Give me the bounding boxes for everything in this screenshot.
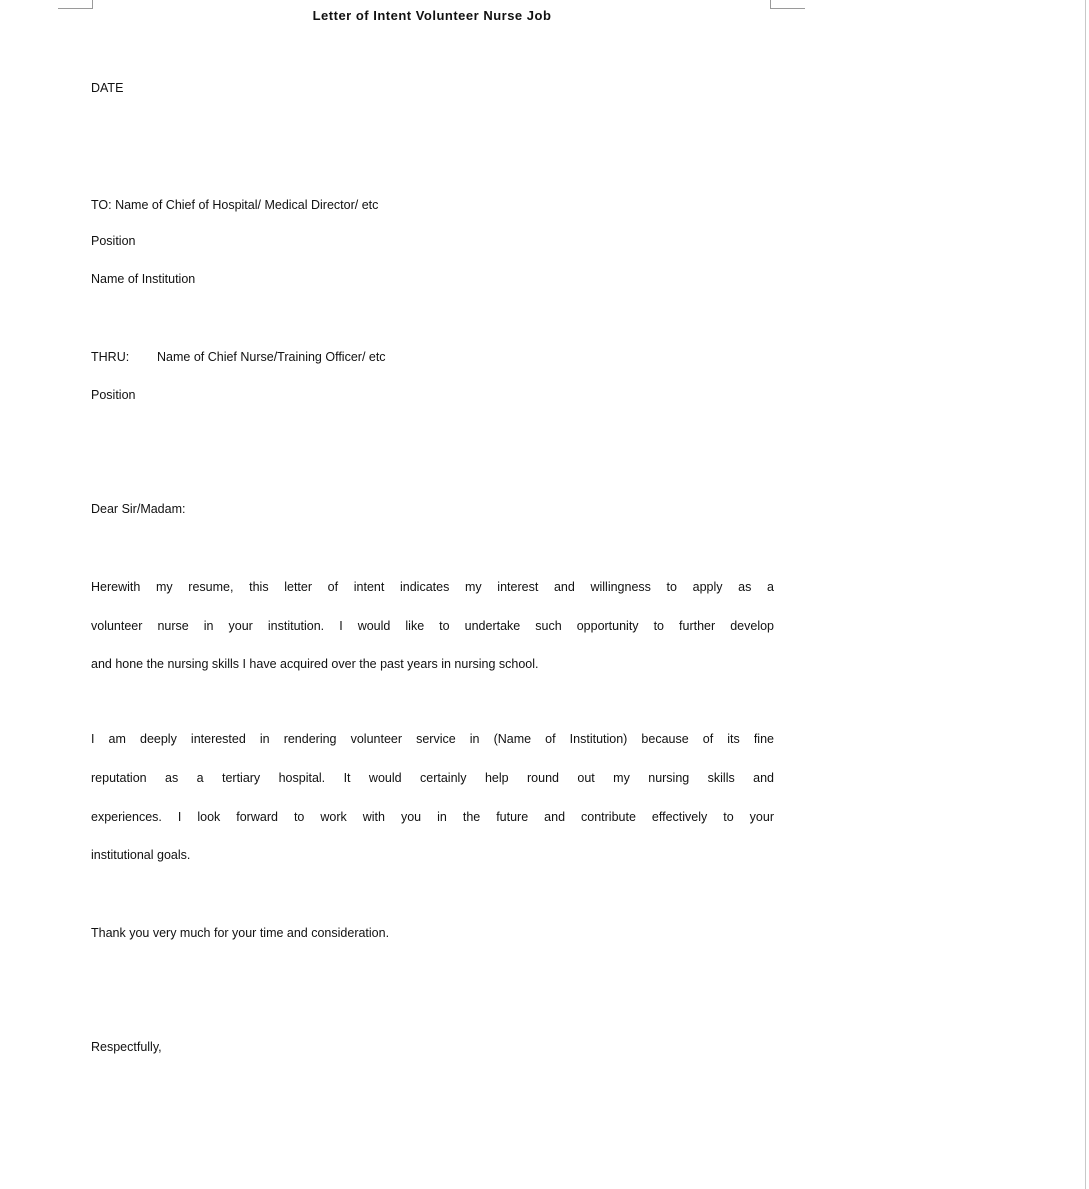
signoff: Respectfully, (91, 1040, 162, 1054)
thru-name: Name of Chief Nurse/Training Officer/ etc (157, 350, 386, 364)
paragraph1-line: Herewith my resume, this letter of intent indicates my interest and willingness to apply as a (91, 580, 774, 594)
paragraph2-line: institutional goals. (91, 848, 191, 862)
to-line: TO: Name of Chief of Hospital/ Medical Director/ etc (91, 198, 379, 212)
thru-line (91, 350, 386, 364)
paragraph1-line: and hone the nursing skills I have acquired over the past years in nursing school. (91, 657, 539, 671)
to-position: Position (91, 234, 136, 248)
date-label: DATE (91, 81, 124, 95)
paragraph2-line: experiences. I look forward to work with you in the future and contribute effectively to your (91, 810, 774, 824)
paragraph1-line: volunteer nurse in your institution. I would like to undertake such opportunity to further develop (91, 619, 774, 633)
to-institution: Name of Institution (91, 272, 196, 286)
page-edge (1085, 0, 1086, 1189)
thru-label: THRU: (91, 350, 130, 364)
paragraph2-line: I am deeply interested in rendering volunteer service in (Name of Institution) because of its fine (91, 732, 774, 746)
salutation: Dear Sir/Madam: (91, 502, 186, 516)
thru-position: Position (91, 388, 136, 402)
closing-thanks: Thank you very much for your time and consideration. (91, 926, 390, 940)
paragraph2-line: reputation as a tertiary hospital. It would certainly help round out my nursing skills and (91, 771, 774, 785)
letter-title: Letter of Intent Volunteer Nurse Job (312, 8, 552, 23)
